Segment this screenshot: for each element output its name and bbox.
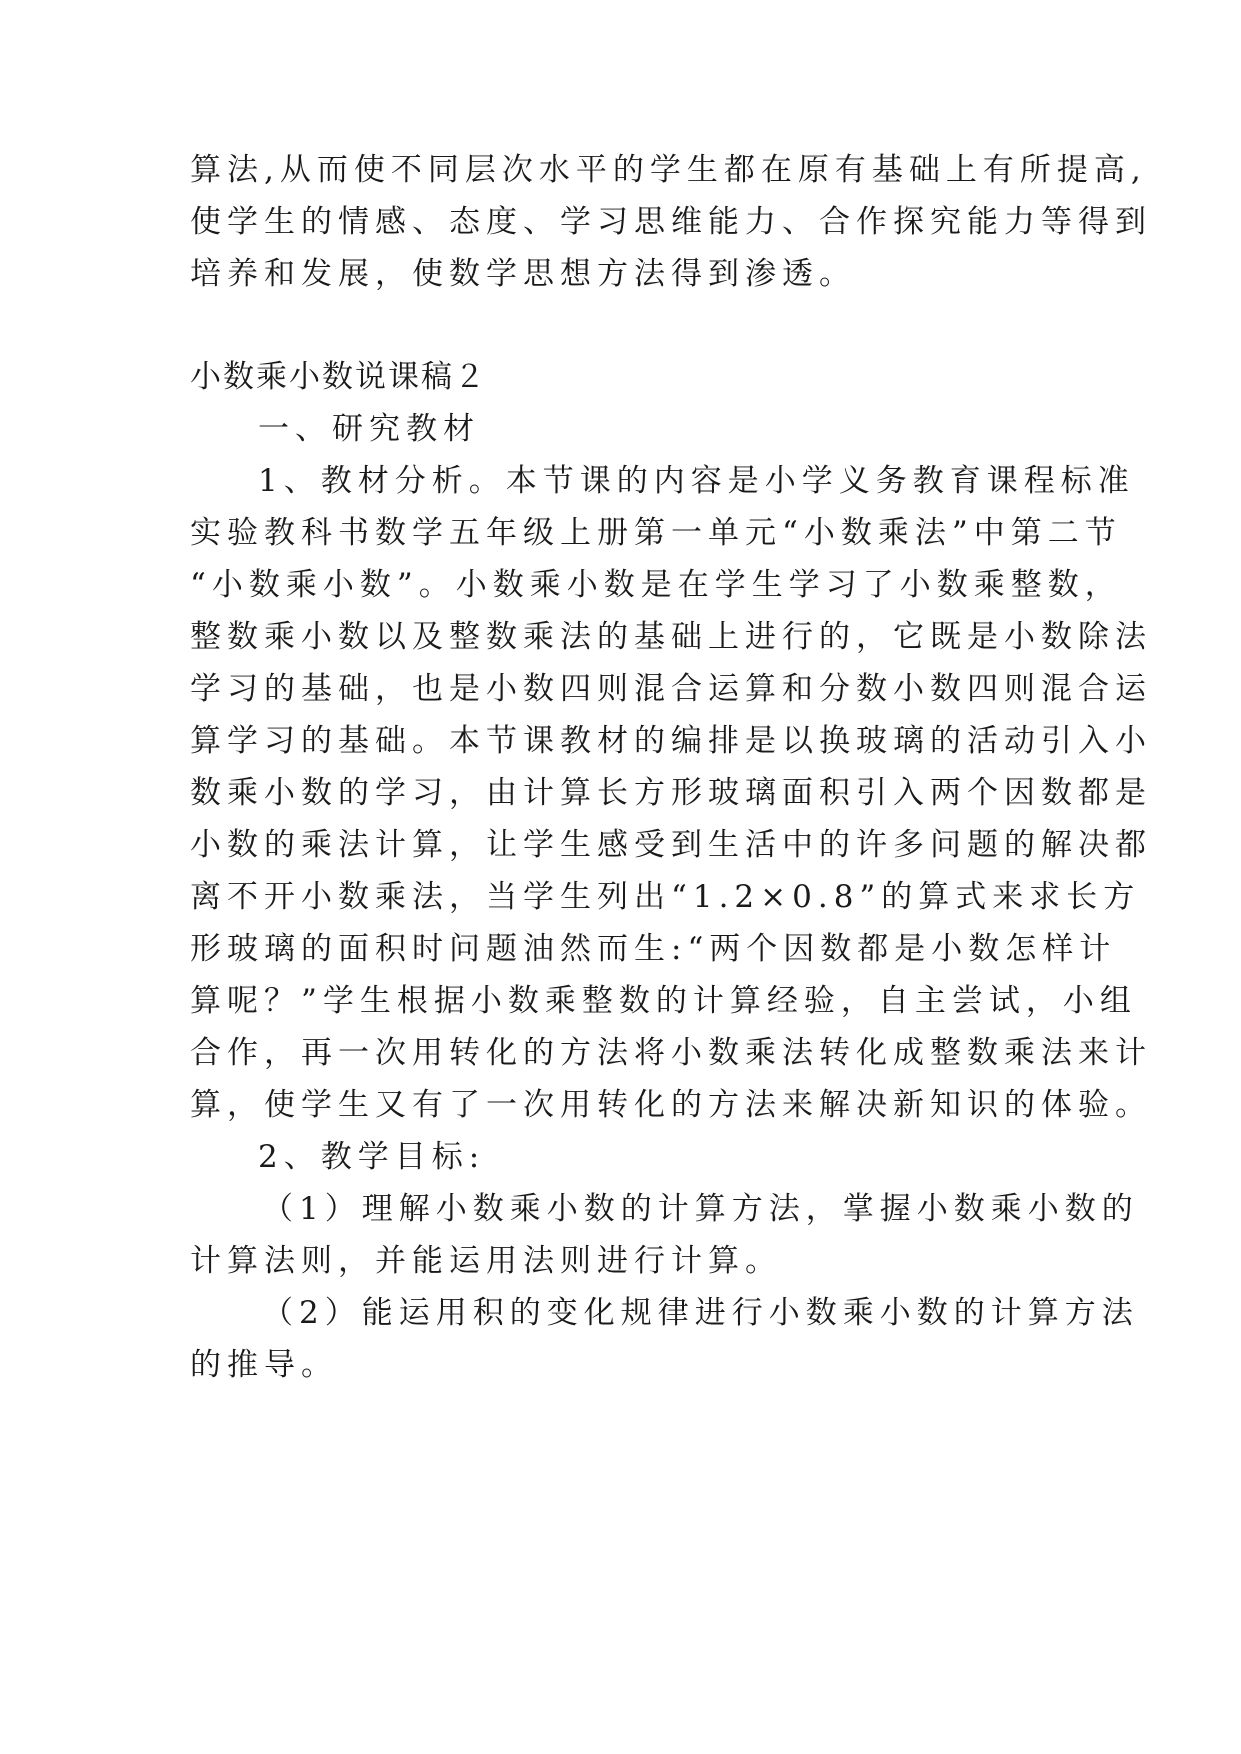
body-text-line: “小数乘小数”。小数乘小数是在学生学习了小数乘整数， — [190, 567, 1122, 603]
paragraph-heading: 2、教学目标: — [258, 1139, 486, 1175]
body-text-line: 使学生的情感、态度、学习思维能力、合作探究能力等得到 — [190, 204, 1152, 240]
body-text-line: 的推导。 — [190, 1347, 338, 1383]
body-text-line: 1、教材分析。本节课的内容是小学义务教育课程标准 — [258, 463, 1135, 499]
body-text-line: 算法,从而使不同层次水平的学生都在原有基础上有所提高, — [190, 152, 1147, 188]
body-text-line: 整数乘小数以及整数乘法的基础上进行的，它既是小数除法 — [190, 619, 1152, 655]
body-text-line: 形玻璃的面积时问题油然而生:“两个因数都是小数怎样计 — [190, 931, 1117, 967]
body-text-line: 算，使学生又有了一次用转化的方法来解决新知识的体验。 — [190, 1087, 1152, 1123]
section-title: 小数乘小数说课稿２ — [190, 359, 487, 395]
body-text-line: 实验教科书数学五年级上册第一单元“小数乘法”中第二节 — [190, 515, 1122, 551]
body-text-line: 合作，再一次用转化的方法将小数乘法转化成整数乘法来计 — [190, 1035, 1152, 1071]
body-text-line: 小数的乘法计算，让学生感受到生活中的许多问题的解决都 — [190, 827, 1152, 863]
subheading: 一、研究教材 — [258, 411, 480, 447]
body-text-line: 学习的基础，也是小数四则混合运算和分数小数四则混合运 — [190, 671, 1152, 707]
body-text-line: 离不开小数乘法，当学生列出“1.2×0.8”的算式来求长方 — [190, 879, 1141, 915]
body-text-line: 计算法则，并能运用法则进行计算。 — [190, 1243, 782, 1279]
body-text-line: 培养和发展，使数学思想方法得到渗透。 — [190, 256, 856, 292]
body-text-line: 数乘小数的学习，由计算长方形玻璃面积引入两个因数都是 — [190, 775, 1152, 811]
body-text-line: 算呢？”学生根据小数乘整数的计算经验，自主尝试，小组 — [190, 983, 1137, 1019]
body-text-line: （2）能运用积的变化规律进行小数乘小数的计算方法 — [262, 1295, 1139, 1331]
body-text-line: 算学习的基础。本节课教材的编排是以换玻璃的活动引入小 — [190, 723, 1152, 759]
body-text-line: （1）理解小数乘小数的计算方法，掌握小数乘小数的 — [262, 1191, 1139, 1227]
